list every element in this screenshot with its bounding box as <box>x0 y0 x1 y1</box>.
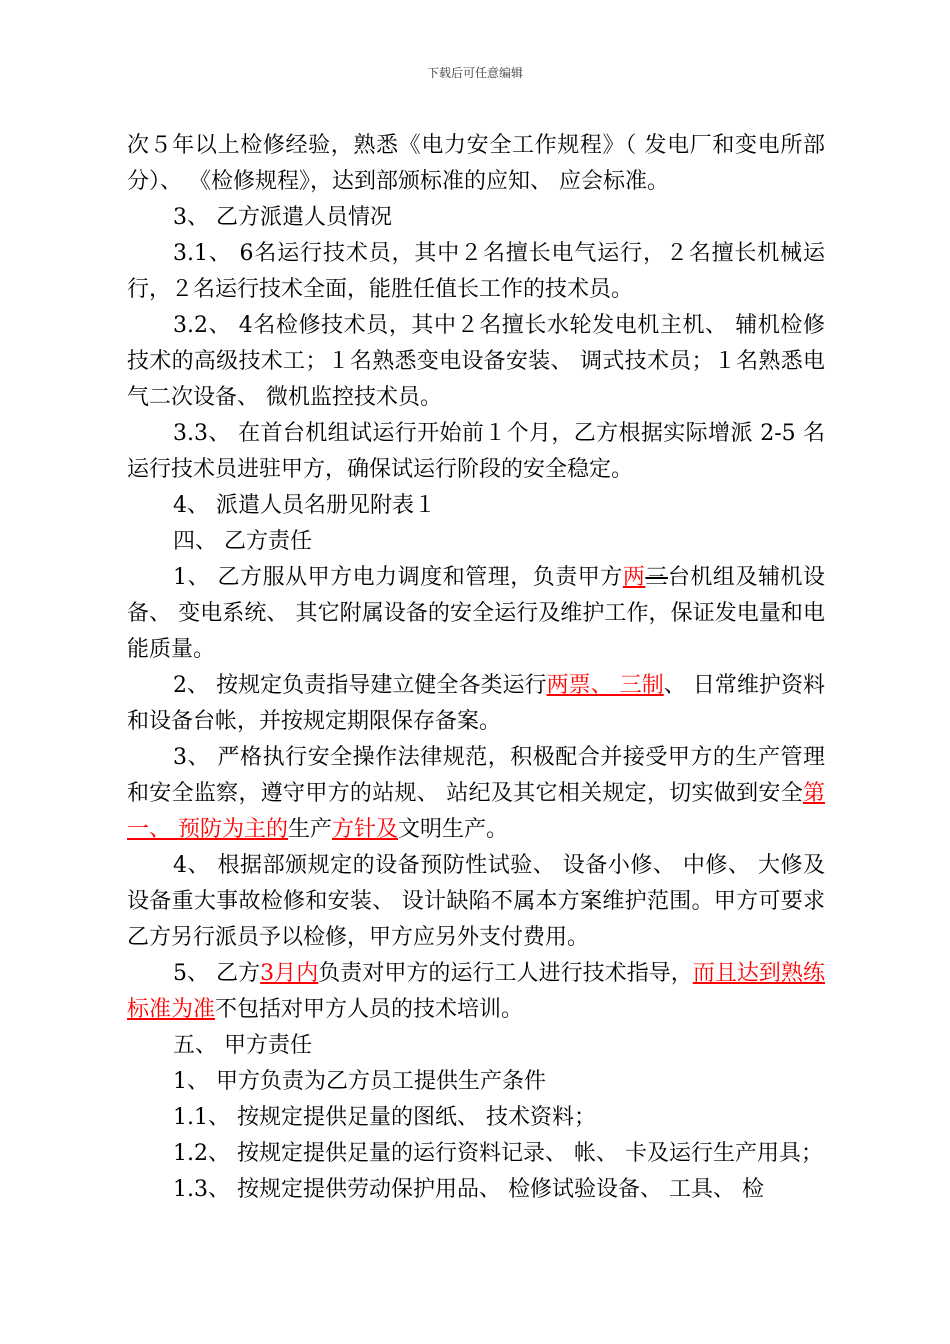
paragraph <box>127 560 825 668</box>
text-run: 2、 按规定负责指导建立健全各类运行 <box>173 673 547 698</box>
tracked-insertion: 两 <box>622 565 646 590</box>
tracked-deletion: 三 <box>645 565 668 590</box>
tracked-insertion: 两票、 三制 <box>546 673 664 698</box>
paragraph: 1.2、 按规定提供足量的运行资料记录、 帐、 卡及运行生产用具； <box>173 1141 823 1166</box>
paragraph: 3.1、 6名运行技术员，其中２名擅长电气运行，２名擅长机械运行，２名运行技术全面，能胜任值长工作的技术员。 <box>127 241 825 302</box>
paragraph: 3.2、 4名检修技术员，其中２名擅长水轮发电机主机、 辅机检修技术的高级技术工；１名熟悉变电设备安装、 调式技术员；１名熟悉电气二次设备、 微机监控技术员。 <box>127 313 825 410</box>
text-run: 文明生产。 <box>398 817 509 842</box>
text-run: 5、 乙方 <box>173 961 261 986</box>
section-heading: 五、 甲方责任 <box>173 1033 312 1058</box>
text-run: 3、 严格执行安全操作法律规范，积极配合并接受甲方的生产管理和安全监察，遵守甲方的站规、 站纪及其它相关规定，切实做到安全 <box>127 745 825 806</box>
paragraph <box>127 740 825 848</box>
section-heading: 四、 乙方责任 <box>173 529 312 554</box>
paragraph <box>127 956 825 1028</box>
text-run: 、 日常维护资料和设备台帐，并按规定期限保存备案。 <box>127 673 825 734</box>
page-header: 下载后可任意编辑 <box>426 66 523 80</box>
paragraph: 1.1、 按规定提供足量的图纸、 技术资料； <box>173 1105 596 1130</box>
paragraph: 4、 派遣人员名册见附表１ <box>173 493 436 518</box>
tracked-insertion: 而且达到熟练标准为准 <box>127 961 825 1022</box>
tracked-insertion: 3月内 <box>260 961 319 986</box>
text-run: 生产 <box>288 817 333 842</box>
tracked-insertion: 第一、 预防为主的 <box>127 781 825 842</box>
paragraph <box>127 668 825 740</box>
tracked-insertion: 方针及 <box>332 817 399 842</box>
section-heading: 3、 乙方派遣人员情况 <box>173 205 392 230</box>
document-body <box>127 128 825 1208</box>
text-run: 台机组及辅机设备、 变电系统、 其它附属设备的安全运行及维护工作，保证发电量和电能质量。 <box>127 565 825 662</box>
paragraph: 4、 根据部颁规定的设备预防性试验、 设备小修、 中修、 大修及设备重大事故检修和安装、 设计缺陷不属本方案维护范围。甲方可要求乙方另行派员予以检修，甲方应另外支付费用。 <box>127 853 825 950</box>
text-run: 负责对甲方的运行工人进行技术指导， <box>318 961 693 986</box>
paragraph: 次５年以上检修经验，熟悉《电力安全工作规程》（ 发电厂和变电所部分）、 《检修规程》，达到部颁标准的应知、 应会标准。 <box>127 133 825 194</box>
text-run: 1、 乙方服从甲方电力调度和管理，负责甲方 <box>173 565 623 590</box>
paragraph: 1.3、 按规定提供劳动保护用品、 检修试验设备、 工具、 检 <box>173 1177 764 1202</box>
paragraph: 3.3、 在首台机组试运行开始前１个月，乙方根据实际增派 2-5 名运行技术员进驻甲方，确保试运行阶段的安全稳定。 <box>127 421 825 482</box>
text-run: 不包括对甲方人员的技术培训。 <box>215 997 524 1022</box>
paragraph: 1、 甲方负责为乙方员工提供生产条件 <box>173 1069 546 1094</box>
